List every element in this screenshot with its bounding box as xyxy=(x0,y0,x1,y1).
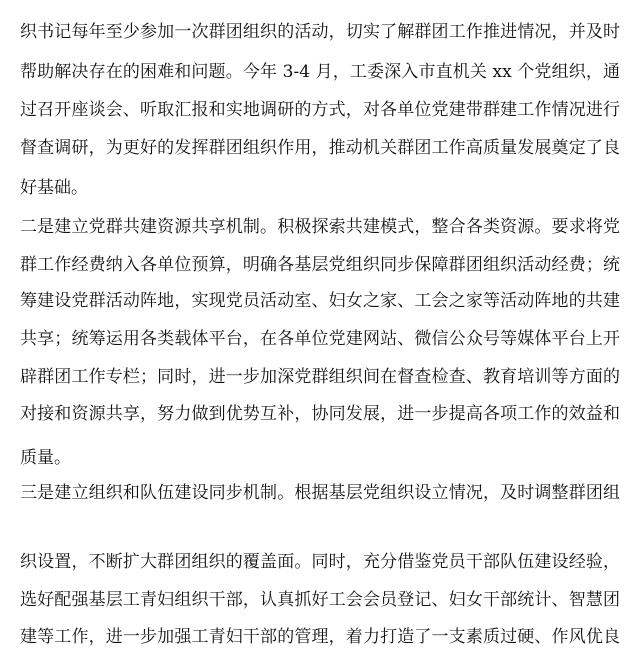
text-line: 三是建立组织和队伍建设同步机制。根据基层党组织设立情况，及时调整群团组 xyxy=(20,483,620,503)
text-line: 共享；统筹运用各类载体平台，在各单位党建网站、微信公众号等媒体平台上开 xyxy=(20,329,620,349)
text-line: 群工作经费纳入各单位预算，明确各基层党组织同步保障群团组织活动经费；统 xyxy=(20,255,620,275)
text-line: 督查调研，为更好的发挥群团组织作用，推动机关群团工作高质量发展奠定了良 xyxy=(20,138,620,158)
text-line: 建等工作，进一步加强工青妇干部的管理，着力打造了一支素质过硬、作风优良 xyxy=(20,627,620,647)
text-line: 质量。 xyxy=(20,448,71,468)
text-line: 选好配强基层工青妇组织干部，认真抓好工会会员登记、妇女干部统计、智慧团 xyxy=(20,590,620,610)
text-line: 好基础。 xyxy=(20,178,88,198)
text-line: 帮助解决存在的困难和问题。今年 3-4 月，工委深入市直机关 xx 个党组织，通 xyxy=(20,62,620,82)
text-line: 过召开座谈会、听取汇报和实地调研的方式，对各单位党建带群建工作情况进行 xyxy=(20,100,620,120)
text-line: 辟群团工作专栏；同时，进一步加深党群组织间在督查检查、教育培训等方面的 xyxy=(20,367,620,387)
text-line: 织书记每年至少参加一次群团组织的活动，切实了解群团工作推进情况，并及时 xyxy=(20,22,620,42)
text-line: 二是建立党群共建资源共享机制。积极探索共建模式，整合各类资源。要求将党 xyxy=(20,217,620,237)
text-line: 织设置，不断扩大群团组织的覆盖面。同时，充分借鉴党员干部队伍建设经验， xyxy=(20,552,620,572)
text-line: 对接和资源共享，努力做到优势互补，协同发展，进一步提高各项工作的效益和 xyxy=(20,404,620,424)
text-line: 筹建设党群活动阵地，实现党员活动室、妇女之家、工会之家等活动阵地的共建 xyxy=(20,291,620,311)
